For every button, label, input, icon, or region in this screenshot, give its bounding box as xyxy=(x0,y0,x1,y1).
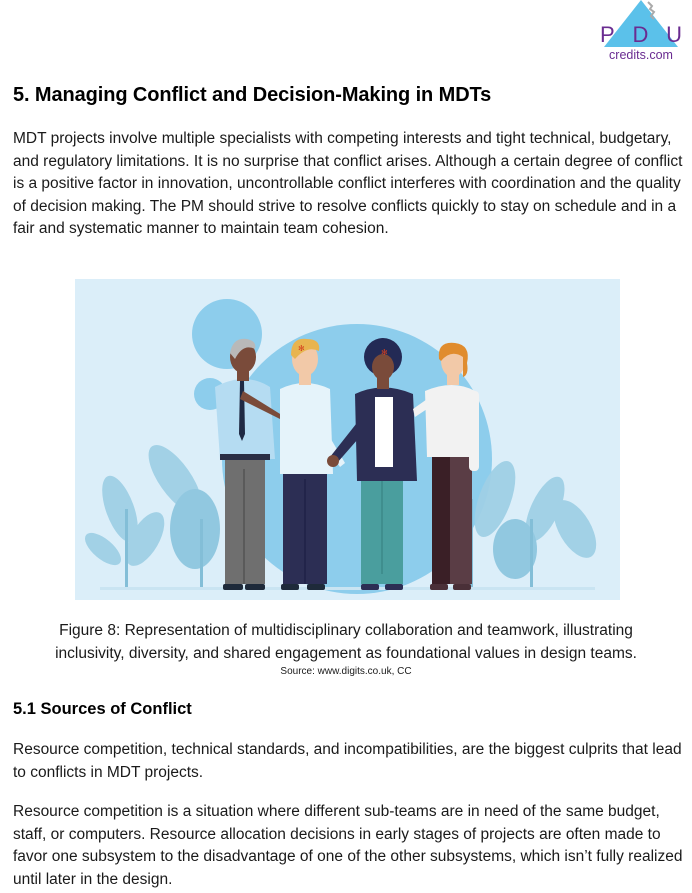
logo-domain: credits.com xyxy=(609,48,673,62)
intro-paragraph: MDT projects involve multiple specialists with competing interests and tight technical, budgetary, and regulatory limitations. It is no surprise that conflict arises. Although a certain degree of conflict is a positive factor in innovation, uncontrollable conflict interferes with coordination and the quality of decision making. The PM should strive to resolve conflicts quickly to stay on schedule and in a fair and systematic manner to maintain team cohesion. xyxy=(13,130,683,237)
figure-source: Source: www.digits.co.uk, CC xyxy=(280,666,412,677)
subsection-title: 5.1 Sources of Conflict xyxy=(13,700,192,718)
svg-text:✻: ✻ xyxy=(298,344,305,353)
logo-letter-p: P xyxy=(600,22,615,47)
figure-caption: Figure 8: Representation of multidisciplinary collaboration and teamwork, illustrating inclusivity, diversity, and shared engagement as foundational values in design teams. xyxy=(55,622,637,662)
sources-paragraph-1: Resource competition, technical standards, and incompatibilities, are the biggest culprits that lead to conflicts in MDT projects. xyxy=(13,741,682,781)
teamwork-illustration xyxy=(75,279,620,600)
logo-letter-u: U xyxy=(666,22,682,47)
svg-text:✻: ✻ xyxy=(381,348,388,357)
logo-letter-d: D xyxy=(632,22,649,47)
section-title: 5. Managing Conflict and Decision-Making in MDTs xyxy=(13,84,492,106)
sources-paragraph-2: Resource competition is a situation where different sub-teams are in need of the same budget, staff, or computers. Resource allocation decisions in early stages of projects are often made to favor one subsystem to the disadvantage of one of the other subsystems, which isn’t fully realized until later in the design. xyxy=(13,803,683,888)
pdu-credits-logo xyxy=(596,0,686,66)
